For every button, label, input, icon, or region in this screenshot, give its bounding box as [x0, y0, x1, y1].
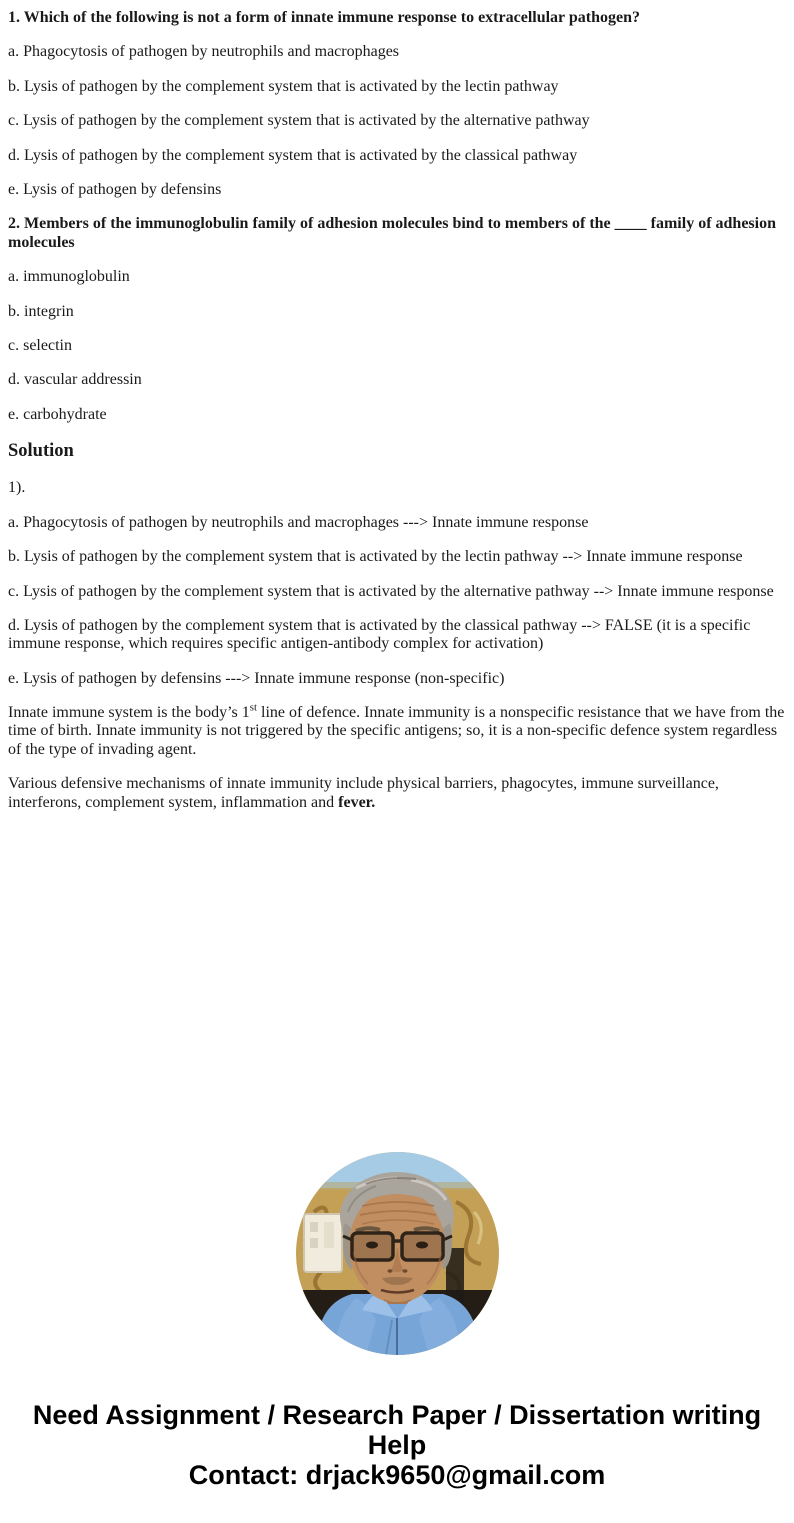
innate-paragraph-text: Innate immune system is the body’s 1: [8, 704, 250, 722]
question-2-option-e: e. carbohydrate: [8, 405, 107, 423]
question-1-option-b: b. Lysis of pathogen by the complement system that is activated by the lectin pathway: [8, 77, 559, 95]
solution-item-a: a. Phagocytosis of pathogen by neutrophils and macrophages ---> Innate immune response: [8, 513, 589, 531]
solution-heading: Solution: [8, 441, 74, 462]
promo-contact: Contact: drjack9650@gmail.com: [188, 1460, 606, 1491]
solution-paragraph-mechanisms: [8, 775, 786, 812]
promo-heading: Need Assignment / Research Paper / Dissertation writing Help: [32, 1400, 762, 1461]
question-2-heading: 2. Members of the immunoglobulin family of adhesion molecules bind to members of the ____ family of adhesion molecules: [8, 215, 776, 251]
question-1-option-e: e. Lysis of pathogen by defensins: [8, 180, 222, 198]
question-2-option-a: a. immunoglobulin: [8, 268, 130, 286]
mechanisms-paragraph-bold-word: fever.: [338, 793, 376, 811]
question-2-option-c: c. selectin: [8, 336, 72, 354]
question-1-heading: 1. Which of the following is not a form of innate immune response to extracellular pathogen?: [8, 9, 640, 26]
solution-item-c: c. Lysis of pathogen by the complement system that is activated by the alternative pathway --> Innate immune response: [8, 582, 774, 600]
question-1-option-a: a. Phagocytosis of pathogen by neutrophils and macrophages: [8, 43, 400, 61]
question-2-option-d: d. vascular addressin: [8, 371, 142, 389]
tutor-portrait-image: [296, 1152, 499, 1355]
avatar: [296, 1152, 499, 1355]
document-content: [8, 9, 786, 812]
question-2-option-b: b. integrin: [8, 302, 74, 320]
question-1-option-c: c. Lysis of pathogen by the complement system that is activated by the alternative pathway: [8, 112, 590, 130]
solution-paragraph-innate: [8, 701, 786, 759]
solution-item-b: b. Lysis of pathogen by the complement system that is activated by the lectin pathway --> Innate immune response: [8, 548, 743, 566]
solution-item-d: d. Lysis of pathogen by the complement system that is activated by the classical pathway --> FALSE (it is a specific immune response, which requires specific antigen-antibody complex for activation): [8, 616, 751, 653]
promo-footer: [12, 1400, 782, 1490]
question-1-option-d: d. Lysis of pathogen by the complement system that is activated by the classical pathway: [8, 146, 578, 164]
solution-intro: 1).: [8, 479, 26, 497]
superscript-st: st: [249, 701, 258, 714]
mechanisms-paragraph-text: Various defensive mechanisms of innate immunity include physical barriers, phagocytes, immune surveillance, interferons, complement system, inflammation and: [8, 775, 719, 811]
innate-paragraph-text-continued: line of defence. Innate immunity is a nonspecific resistance that we have from the time of birth. Innate immunity is not triggered by the specific antigens; so, it is a non-specific defence system regardless of the type of invading agent.: [8, 704, 785, 758]
solution-item-e: e. Lysis of pathogen by defensins ---> Innate immune response (non-specific): [8, 669, 505, 687]
